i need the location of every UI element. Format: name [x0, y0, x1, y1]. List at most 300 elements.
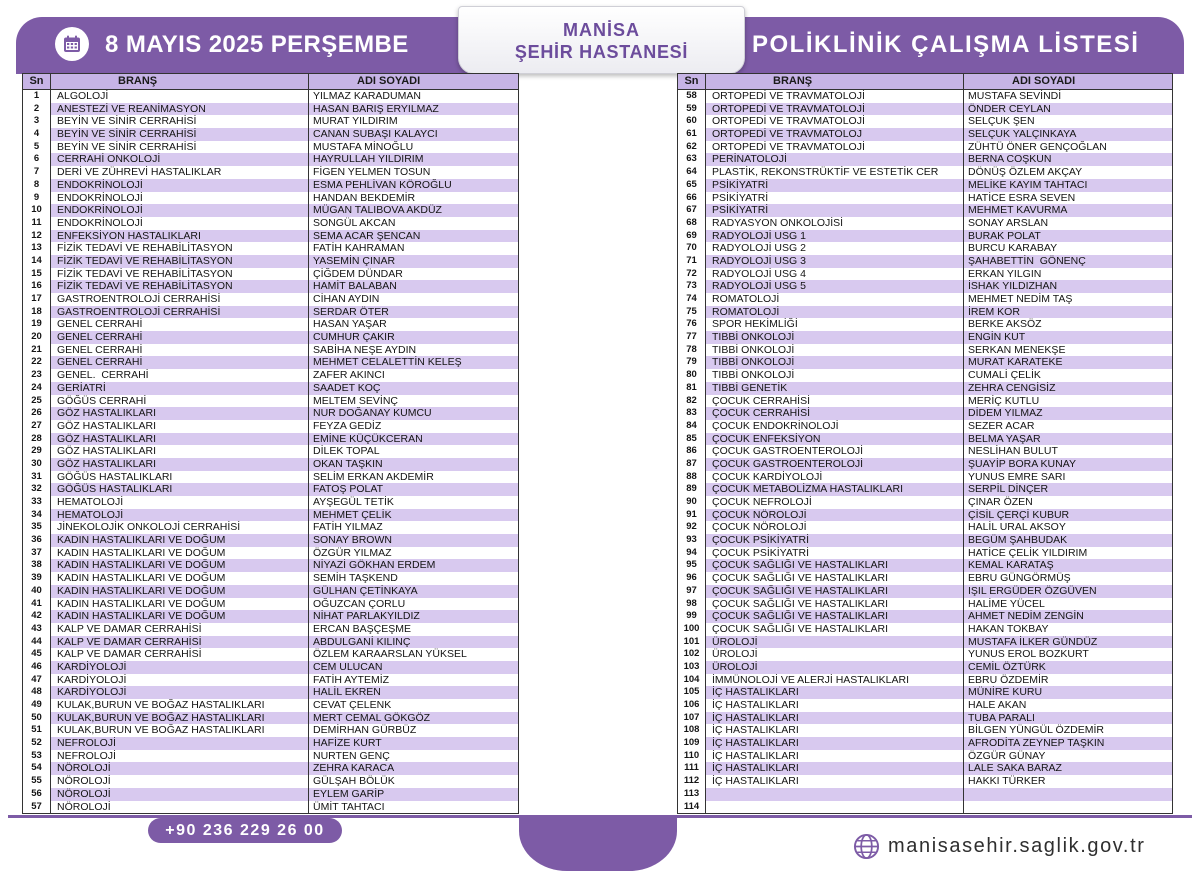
row-number: 88 — [678, 471, 706, 484]
doctor-name-cell: GÜLŞAH BÖLÜK — [313, 775, 395, 788]
doctor-name-cell: KEMAL KARATAŞ — [964, 559, 1172, 572]
branch-cell: ORTOPEDİ VE TRAVMATOLOJİ — [706, 90, 964, 103]
table-header-row — [678, 73, 1172, 90]
doctor-name-cell: BEGÜM ŞAHBUDAK — [964, 534, 1172, 547]
table-row — [23, 128, 518, 141]
table-row — [23, 661, 518, 674]
doctor-name-cell: SONAY ARSLAN — [968, 216, 1049, 229]
row-number: 114 — [678, 801, 706, 814]
doctor-name-cell: EMİNE KÜÇÜKCERAN — [309, 433, 518, 446]
doctor-name-cell: HALİL URAL AKSOY — [968, 521, 1066, 534]
branch-cell — [706, 801, 964, 814]
table-row — [678, 585, 1172, 598]
doctor-name-cell: HATİCE ESRA SEVEN — [968, 191, 1076, 204]
table-row — [23, 255, 518, 268]
branch-cell: ENFEKSİYON HASTALIKLARI — [51, 230, 309, 243]
table-row — [678, 521, 1172, 534]
table-row — [23, 699, 518, 712]
doctor-name-cell: SEMA ACAR ŞENCAN — [309, 230, 518, 243]
branch-cell: ÇOCUK PSİKİYATRİ — [706, 534, 964, 547]
row-number: 75 — [678, 306, 706, 319]
doctor-name-cell: HAFİZE KURT — [309, 737, 518, 750]
table-row — [23, 775, 518, 788]
row-number: 80 — [678, 369, 706, 382]
right-table-body — [678, 90, 1172, 813]
row-number: 1 — [23, 90, 51, 103]
branch-cell: KADIN HASTALIKLARI VE DOĞUM — [51, 559, 309, 572]
branch-cell: NEFROLOJİ — [51, 750, 309, 763]
doctor-name-cell: ZÜHTÜ ÖNER GENÇOĞLAN — [968, 140, 1107, 153]
branch-cell: ÜROLOJİ — [706, 636, 964, 649]
branch-cell — [706, 788, 964, 801]
row-number: 79 — [678, 356, 706, 369]
doctor-name-cell: MEHMET KAVURMA — [964, 204, 1172, 217]
branch-cell: TIBBİ ONKOLOJİ — [706, 369, 964, 382]
table-row — [678, 331, 1172, 344]
doctor-name-cell: BERNA COŞKUN — [964, 153, 1172, 166]
branch-cell: ALGOLOJİ — [51, 90, 309, 103]
branch-cell: ORTOPEDİ VE TRAVMATOLOJİ — [706, 141, 964, 154]
doctor-name-cell: ÜMİT TAHTACI — [313, 800, 385, 813]
row-number: 102 — [678, 648, 706, 661]
branch-cell: İMMÜNOLOJİ VE ALERJİ HASTALIKLARI — [706, 674, 964, 687]
row-number: 13 — [23, 242, 51, 255]
branch-cell: KADIN HASTALIKLARI VE DOĞUM — [51, 572, 309, 585]
table-row — [23, 445, 518, 458]
branch-cell: GÖZ HASTALIKLARI — [51, 420, 309, 433]
table-row — [678, 534, 1172, 547]
table-row — [23, 192, 518, 205]
row-number: 53 — [23, 750, 51, 763]
column-header-branch: BRANŞ — [51, 74, 309, 89]
doctor-name-cell: YUNUS EROL BOZKURT — [968, 648, 1089, 661]
row-number: 110 — [678, 750, 706, 763]
doctor-name-cell: MUSTAFA İLKER GÜNDÜZ — [964, 636, 1172, 649]
branch-cell: GENEL. CERRAHİ — [51, 369, 309, 382]
row-number: 35 — [23, 521, 51, 534]
table-row — [678, 801, 1172, 814]
row-number: 74 — [678, 293, 706, 306]
doctor-name-cell: NİHAT PARLAKYILDIZ — [309, 610, 518, 623]
table-row — [678, 192, 1172, 205]
globe-icon — [853, 833, 880, 860]
doctor-name-cell: ÖNDER CEYLAN — [964, 103, 1172, 116]
branch-cell: RADYOLOJİ USG 4 — [706, 268, 964, 281]
branch-cell: ÇOCUK NEFROLOJİ — [706, 496, 964, 509]
column-header-name: ADI SOYADI — [357, 75, 421, 87]
doctor-name-cell: DEMİRHAN GÜRBÜZ — [313, 724, 417, 737]
table-row — [23, 496, 518, 509]
doctor-name-cell: GÜLHAN ÇETİNKAYA — [309, 585, 518, 598]
branch-cell: GÖZ HASTALIKLARI — [51, 407, 309, 420]
table-row — [678, 242, 1172, 255]
branch-cell: RADYOLOJİ USG 2 — [706, 242, 964, 255]
doctor-name-cell: MURAT YILDIRIM — [313, 115, 398, 128]
row-number: 46 — [23, 661, 51, 674]
row-number: 34 — [23, 509, 51, 522]
doctor-name-cell: FATİH KAHRAMAN — [313, 242, 405, 255]
branch-cell: ÇOCUK GASTROENTEROLOJİ — [706, 445, 964, 458]
branch-cell: GENEL CERRAHİ — [51, 356, 309, 369]
branch-cell: ÇOCUK NÖROLOJİ — [706, 509, 964, 522]
row-number: 104 — [678, 674, 706, 687]
row-number: 33 — [23, 496, 51, 509]
doctor-name-cell: BELMA YAŞAR — [964, 433, 1172, 446]
row-number: 81 — [678, 382, 706, 395]
branch-cell: KALP VE DAMAR CERRAHİSİ — [51, 623, 309, 636]
row-number: 5 — [23, 141, 51, 154]
row-number: 84 — [678, 420, 706, 433]
doctor-name-cell: ESMA PEHLİVAN KÖROĞLU — [309, 179, 518, 192]
table-row — [678, 572, 1172, 585]
doctor-name-cell: YUNUS EMRE SARI — [968, 470, 1066, 483]
row-number: 92 — [678, 521, 706, 534]
table-row — [678, 306, 1172, 319]
branch-cell: RADYOLOJİ USG 5 — [706, 280, 964, 293]
table-row — [23, 115, 518, 128]
table-row — [23, 242, 518, 255]
doctor-name-cell: HALİME YÜCEL — [968, 597, 1045, 610]
doctor-name-cell: CİHAN AYDIN — [313, 293, 380, 305]
doctor-name-cell: MELTEM SEVİNÇ — [313, 394, 398, 407]
table-row — [678, 762, 1172, 775]
table-row — [678, 318, 1172, 331]
doctor-name-cell: HATİCE ÇELİK YILDIRIM — [968, 546, 1088, 559]
branch-cell: PSİKİYATRİ — [706, 204, 964, 217]
branch-cell: ROMATOLOJİ — [706, 306, 964, 319]
row-number: 15 — [23, 268, 51, 281]
row-number: 57 — [23, 801, 51, 814]
doctor-name-cell: SONAY BROWN — [309, 534, 518, 547]
row-number: 38 — [23, 559, 51, 572]
table-row — [678, 255, 1172, 268]
doctor-name-cell: SEMİH TAŞKEND — [313, 572, 398, 585]
branch-cell: GENEL CERRAHİ — [51, 331, 309, 344]
column-header-sn: Sn — [678, 74, 706, 89]
branch-cell: ÇOCUK ENDOKRİNOLOJİ — [706, 420, 964, 433]
table-row — [23, 623, 518, 636]
branch-cell: GÖĞÜS HASTALIKLARI — [51, 483, 309, 496]
row-number: 87 — [678, 458, 706, 471]
row-number: 6 — [23, 153, 51, 166]
doctor-name-cell: SERDAR ÖTER — [309, 306, 518, 319]
table-row — [678, 509, 1172, 522]
row-number: 71 — [678, 255, 706, 268]
table-row — [23, 724, 518, 737]
branch-cell: ÇOCUK SAĞLIĞI VE HASTALIKLARI — [706, 623, 964, 636]
doctor-name-cell: DİDEM YILMAZ — [964, 407, 1172, 420]
doctor-name-cell: CEM ULUCAN — [309, 661, 518, 674]
doctor-name-cell: AHMET NEDİM ZENGİN — [964, 610, 1172, 623]
doctor-name-cell: HAMİT BALABAN — [309, 280, 518, 293]
row-number: 65 — [678, 179, 706, 192]
table-row — [678, 356, 1172, 369]
doctor-name-cell: HASAN BARIŞ ERYILMAZ — [309, 103, 518, 116]
branch-cell: KALP VE DAMAR CERRAHİSİ — [51, 648, 309, 661]
branch-cell: İÇ HASTALIKLARI — [706, 737, 964, 750]
row-number: 43 — [23, 623, 51, 636]
table-row — [23, 737, 518, 750]
row-number: 109 — [678, 737, 706, 750]
branch-cell: NEFROLOJİ — [51, 737, 309, 750]
row-number: 52 — [23, 737, 51, 750]
row-number: 28 — [23, 433, 51, 446]
row-number: 99 — [678, 610, 706, 623]
row-number: 7 — [23, 166, 51, 179]
row-number: 86 — [678, 445, 706, 458]
table-row — [23, 801, 518, 814]
doctor-name-cell — [964, 788, 1172, 801]
website-address: manisasehir.saglik.gov.tr — [888, 835, 1146, 857]
branch-cell: KULAK,BURUN VE BOĞAZ HASTALIKLARI — [51, 712, 309, 725]
table-row — [678, 699, 1172, 712]
table-row — [678, 661, 1172, 674]
branch-cell: BEYİN VE SİNİR CERRAHİSİ — [51, 115, 309, 128]
table-row — [678, 496, 1172, 509]
branch-cell: FİZİK TEDAVİ VE REHABİLİTASYON — [51, 255, 309, 268]
branch-cell: NÖROLOJİ — [51, 801, 309, 814]
doctor-name-cell: HAKKI TÜRKER — [968, 775, 1046, 788]
doctor-name-cell: SAADET KOÇ — [309, 382, 518, 395]
row-number: 111 — [678, 762, 706, 775]
table-row — [678, 750, 1172, 763]
branch-cell: ÇOCUK CERRAHİSİ — [706, 395, 964, 408]
row-number: 61 — [678, 128, 706, 141]
branch-cell: ORTOPEDİ VE TRAVMATOLOJİ — [706, 103, 964, 116]
doctor-name-cell: LALE SAKA BARAZ — [964, 762, 1172, 775]
table-row — [678, 686, 1172, 699]
doctor-name-cell: FATOŞ POLAT — [309, 483, 518, 496]
table-row — [678, 788, 1172, 801]
doctor-name-cell: BİLGEN YÜNGÜL ÖZDEMİR — [968, 724, 1104, 737]
doctor-name-cell: TUBA PARALI — [964, 712, 1172, 725]
doctor-name-cell: MEHMET ÇELİK — [309, 509, 518, 522]
doctor-name-cell: NUR DOĞANAY KUMCU — [309, 407, 518, 420]
table-row — [23, 153, 518, 166]
row-number: 48 — [23, 686, 51, 699]
table-row — [23, 547, 518, 560]
table-row — [23, 318, 518, 331]
hospital-name-line2: ŞEHİR HASTANESİ — [514, 42, 689, 62]
table-row — [23, 559, 518, 572]
doctor-name-cell: HANDAN BEKDEMİR — [313, 191, 416, 204]
row-number: 83 — [678, 407, 706, 420]
row-number: 21 — [23, 344, 51, 357]
table-row — [23, 90, 518, 103]
doctor-name-cell: İREM KOR — [964, 306, 1172, 319]
branch-cell: KADIN HASTALIKLARI VE DOĞUM — [51, 610, 309, 623]
doctor-name-cell: MUSTAFA MİNOĞLU — [313, 140, 414, 153]
doctor-name-cell: MURAT KARATEKE — [964, 356, 1172, 369]
branch-cell: GASTROENTROLOJİ CERRAHİSİ — [51, 293, 309, 306]
doctor-name-cell: ÇINAR ÖZEN — [968, 496, 1033, 508]
branch-cell: GÖZ HASTALIKLARI — [51, 458, 309, 471]
doctor-name-cell: ÖZGÜR GÜNAY — [968, 749, 1046, 762]
doctor-name-cell: SERKAN MENEKŞE — [968, 343, 1066, 356]
doctor-name-cell: DÖNÜŞ ÖZLEM AKÇAY — [968, 166, 1083, 179]
table-row — [678, 179, 1172, 192]
branch-cell: CERRAHİ ONKOLOJİ — [51, 153, 309, 166]
doctor-name-cell: İSHAK YILDIZHAN — [964, 280, 1172, 293]
row-number: 55 — [23, 775, 51, 788]
branch-cell: TIBBİ ONKOLOJİ — [706, 344, 964, 357]
branch-cell: ÇOCUK NÖROLOJİ — [706, 521, 964, 534]
table-row — [23, 788, 518, 801]
doctor-name-cell: NURTEN GENÇ — [313, 749, 390, 762]
branch-cell: GENEL CERRAHİ — [51, 318, 309, 331]
table-row — [23, 433, 518, 446]
branch-cell: ÇOCUK SAĞLIĞI VE HASTALIKLARI — [706, 559, 964, 572]
branch-cell: GÖĞÜS CERRAHİ — [51, 395, 309, 408]
table-row — [678, 280, 1172, 293]
doctor-name-cell: BURAK POLAT — [964, 230, 1172, 243]
branch-cell: RADYOLOJİ USG 3 — [706, 255, 964, 268]
row-number: 17 — [23, 293, 51, 306]
branch-cell: KARDİYOLOJİ — [51, 686, 309, 699]
table-row — [23, 572, 518, 585]
row-number: 22 — [23, 356, 51, 369]
row-number: 47 — [23, 674, 51, 687]
doctor-name-cell: HAYRULLAH YILDIRIM — [309, 153, 518, 166]
doctor-name-cell: BURCU KARABAY — [968, 242, 1058, 255]
phone-number: +90 236 229 26 00 — [148, 818, 342, 843]
table-row — [678, 407, 1172, 420]
table-row — [23, 420, 518, 433]
doctor-name-cell: CUMHUR ÇAKIR — [309, 331, 518, 344]
row-number: 105 — [678, 686, 706, 699]
row-number: 68 — [678, 217, 706, 230]
table-row — [678, 382, 1172, 395]
row-number: 8 — [23, 179, 51, 192]
doctor-name-cell: HAKAN TOKBAY — [968, 622, 1049, 635]
table-row — [23, 610, 518, 623]
table-row — [678, 153, 1172, 166]
row-number: 100 — [678, 623, 706, 636]
table-row — [678, 737, 1172, 750]
table-row — [678, 204, 1172, 217]
doctor-name-cell: MELİKE KAYIM TAHTACI — [964, 179, 1172, 192]
doctor-name-cell: MÜNİRE KURU — [964, 686, 1172, 699]
branch-cell: ÇOCUK KARDİYOLOJİ — [706, 471, 964, 484]
doctor-name-cell: ZEHRA KARACA — [309, 762, 518, 775]
doctor-name-cell: ABDULGANİ KILINÇ — [309, 636, 518, 649]
branch-cell: ÇOCUK PSİKİYATRİ — [706, 547, 964, 560]
table-row — [23, 280, 518, 293]
branch-cell: HEMATOLOJİ — [51, 496, 309, 509]
branch-cell: PSİKİYATRİ — [706, 192, 964, 205]
branch-cell: GASTROENTROLOJİ CERRAHİSİ — [51, 306, 309, 319]
table-row — [678, 433, 1172, 446]
table-row — [23, 458, 518, 471]
doctor-name-cell: MÜGAN TALIBOVA AKDÜZ — [309, 204, 518, 217]
doctor-name-cell: FİGEN YELMEN TOSUN — [313, 166, 431, 179]
row-number: 107 — [678, 712, 706, 725]
table-row — [678, 724, 1172, 737]
branch-cell: İÇ HASTALIKLARI — [706, 762, 964, 775]
row-number: 59 — [678, 103, 706, 116]
doctor-name-cell: SABİHA NEŞE AYDIN — [313, 343, 417, 356]
doctor-name-cell: ÇİĞDEM DÜNDAR — [313, 267, 403, 280]
row-number: 39 — [23, 572, 51, 585]
table-row — [23, 598, 518, 611]
doctor-name-cell: ÖZGÜR YILMAZ — [313, 546, 392, 559]
branch-cell: NÖROLOJİ — [51, 775, 309, 788]
doctor-name-cell: ERCAN BAŞÇEŞME — [313, 622, 412, 635]
doctor-name-cell: ÇİSİL ÇERÇİ KUBUR — [964, 509, 1172, 522]
row-number: 37 — [23, 547, 51, 560]
table-row — [23, 356, 518, 369]
calendar-icon-glyph — [62, 34, 82, 54]
table-row — [23, 293, 518, 306]
branch-cell: KADIN HASTALIKLARI VE DOĞUM — [51, 585, 309, 598]
table-row — [23, 712, 518, 725]
branch-cell: ÇOCUK SAĞLIĞI VE HASTALIKLARI — [706, 598, 964, 611]
doctor-name-cell: SONGÜL AKCAN — [313, 216, 396, 229]
branch-cell: ORTOPEDİ VE TRAVMATOLOJ — [706, 128, 964, 141]
doctor-name-cell: IŞIL ERGÜDER ÖZGÜVEN — [964, 585, 1172, 598]
table-row — [23, 483, 518, 496]
doctor-name-cell: SELÇUK ŞEN — [968, 115, 1035, 128]
branch-cell: ÜROLOJİ — [706, 648, 964, 661]
branch-cell: KARDİYOLOJİ — [51, 661, 309, 674]
table-row — [23, 103, 518, 116]
table-row — [678, 712, 1172, 725]
table-row — [678, 344, 1172, 357]
doctor-name-cell — [964, 801, 1172, 814]
row-number: 31 — [23, 471, 51, 484]
doctor-name-cell: MEHMET CELALETTİN KELEŞ — [309, 356, 518, 369]
doctor-name-cell: YASEMİN ÇINAR — [309, 255, 518, 268]
left-schedule-table — [22, 73, 519, 814]
row-number: 42 — [23, 610, 51, 623]
branch-cell: TIBBİ ONKOLOJİ — [706, 356, 964, 369]
row-number: 60 — [678, 115, 706, 128]
row-number: 89 — [678, 483, 706, 496]
row-number: 11 — [23, 217, 51, 230]
table-row — [23, 750, 518, 763]
doctor-name-cell: MERT CEMAL GÖKGÖZ — [309, 712, 518, 725]
row-number: 45 — [23, 648, 51, 661]
doctor-name-cell: BERKE AKSÖZ — [968, 318, 1042, 331]
table-row — [23, 344, 518, 357]
branch-cell: FİZİK TEDAVİ VE REHABİLİTASYON — [51, 268, 309, 281]
branch-cell: TIBBİ ONKOLOJİ — [706, 331, 964, 344]
row-number: 91 — [678, 509, 706, 522]
footer-center-tab — [519, 815, 677, 871]
left-table-body — [23, 90, 518, 813]
table-row — [678, 90, 1172, 103]
row-number: 51 — [23, 724, 51, 737]
row-number: 78 — [678, 344, 706, 357]
doctor-name-cell: ERKAN YILGIN — [968, 267, 1042, 280]
doctor-name-cell: SELİM ERKAN AKDEMİR — [313, 470, 434, 483]
hospital-name-tab — [458, 6, 745, 74]
row-number: 29 — [23, 445, 51, 458]
branch-cell: JİNEKOLOJİK ONKOLOJİ CERRAHİSİ — [51, 521, 309, 534]
calendar-icon — [55, 27, 89, 61]
branch-cell: ORTOPEDİ VE TRAVMATOLOJİ — [706, 115, 964, 128]
branch-cell: PLASTİK, REKONSTRÜKTİF VE ESTETİK CER — [706, 166, 964, 179]
branch-cell: HEMATOLOJİ — [51, 509, 309, 522]
branch-cell: İÇ HASTALIKLARI — [706, 775, 964, 788]
branch-cell: ANESTEZİ VE REANİMASYON — [51, 103, 309, 116]
table-row — [23, 166, 518, 179]
table-row — [23, 674, 518, 687]
row-number: 112 — [678, 775, 706, 788]
doctor-name-cell: HALE AKAN — [968, 699, 1027, 711]
table-row — [23, 471, 518, 484]
column-header-name: ADI SOYADI — [1012, 75, 1076, 87]
